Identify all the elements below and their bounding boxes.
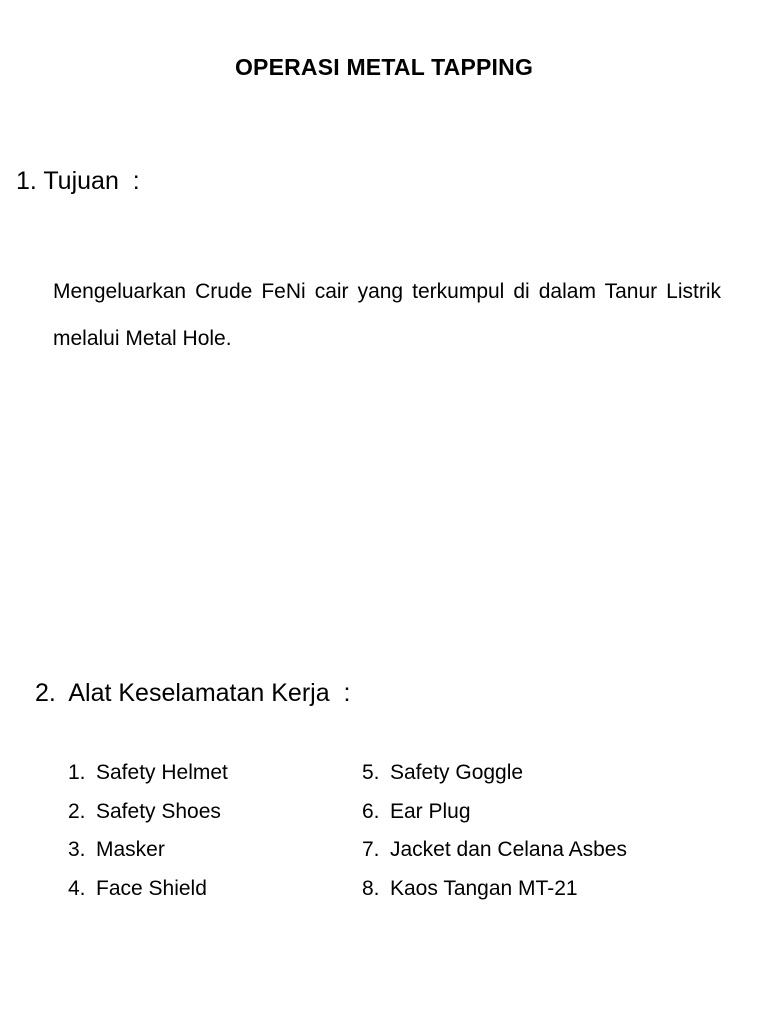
list-item (362, 793, 722, 832)
list-item-text: Kaos Tangan MT-21 (390, 876, 578, 900)
list-item-text: Face Shield (96, 876, 207, 900)
safety-equipment-list-left (68, 754, 328, 908)
page-title: OPERASI METAL TAPPING (234, 54, 534, 80)
list-item (362, 754, 722, 793)
section-heading-tujuan: 1. Tujuan : (16, 167, 140, 195)
list-item-number: 2. (68, 799, 86, 823)
list-item-text: Ear Plug (390, 799, 471, 823)
list-item-number: 3. (68, 838, 86, 861)
list-item-text: Safety Helmet (96, 761, 228, 784)
list-item-text: Safety Goggle (390, 761, 524, 784)
list-item-number: 5. (362, 761, 380, 784)
list-item (362, 870, 722, 909)
safety-equipment-list-right (362, 754, 722, 908)
tujuan-paragraph: Mengeluarkan Crude FeNi cair yang terkumpul di dalam Tanur Listrik melalui Metal Hole. (53, 280, 721, 350)
list-item-number: 7. (362, 838, 380, 861)
list-item-text: Jacket dan Celana Asbes (390, 838, 627, 861)
list-item-number: 4. (68, 876, 86, 900)
list-item (68, 831, 328, 870)
list-item (68, 870, 328, 909)
list-item-text: Masker (96, 838, 165, 861)
list-item-number: 8. (362, 876, 380, 900)
list-item (362, 831, 722, 870)
list-item (68, 754, 328, 793)
list-item-text: Safety Shoes (96, 799, 221, 823)
list-item (68, 793, 328, 832)
section-heading-alat-keselamatan: 2. Alat Keselamatan Kerja : (35, 679, 351, 707)
list-item-number: 6. (362, 799, 380, 823)
list-item-number: 1. (68, 761, 86, 784)
